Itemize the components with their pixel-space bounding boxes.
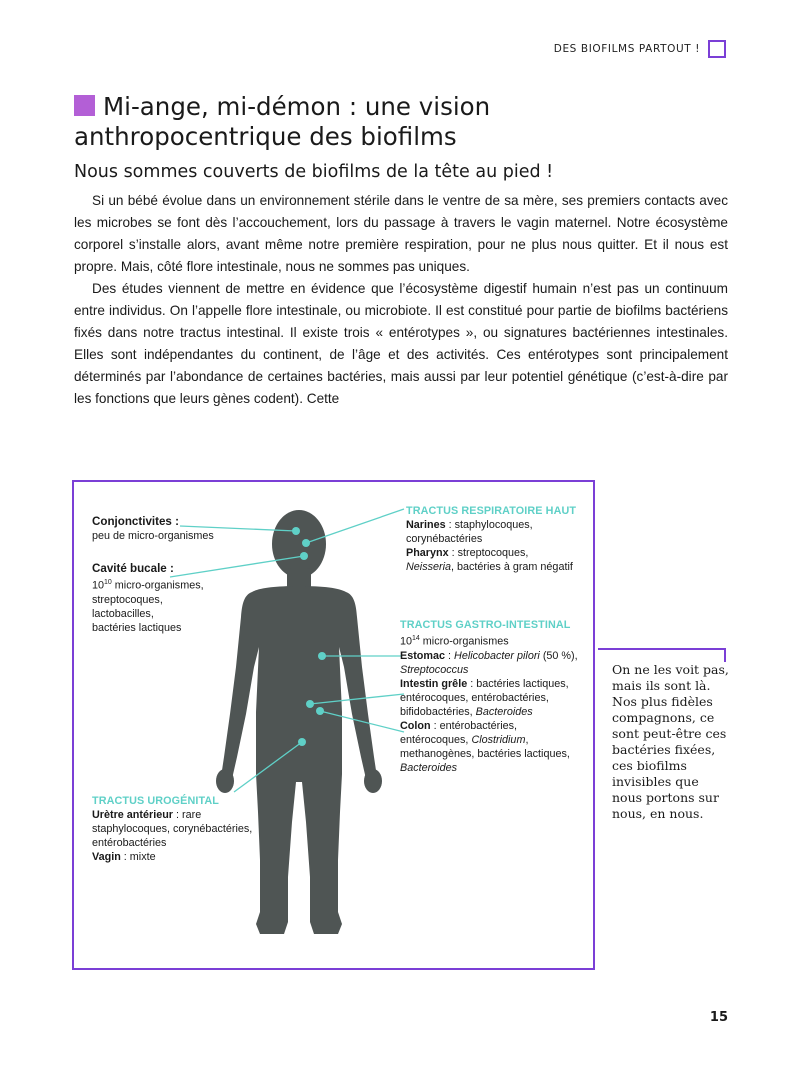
dot-mouth <box>300 552 308 560</box>
dot-nose <box>302 539 310 547</box>
running-head-box <box>708 40 726 58</box>
dot-colon <box>316 707 324 715</box>
page-number: 15 <box>709 1010 728 1025</box>
title-square-icon <box>74 95 95 116</box>
paragraph: Des études viennent de mettre en évidence que l’écosystème digestif humain n’est pas un continuum entre individus. On l’appelle flore intestinale, ou microbiote. Il est constitué pour partie de biofilms bactériens fixés dans notre tractus intestinal. Il existe trois « entérotypes », ou signatures bactériennes intestinales. Elles sont indépendantes du continent, de l’âge et des activités. Ces entérotypes sont principalement déterminés par l’abondance de certaines bactéries, mais aussi par leur potentiel génétique (c’est-à-dire par les fonctions que leurs gènes codent). Cette <box>74 281 728 406</box>
label-conjonctivites: Conjonctivites : peu de micro-organismes <box>92 515 214 542</box>
dot-eye <box>292 527 300 535</box>
body-text <box>74 190 728 410</box>
caption-frame <box>598 648 726 662</box>
section-title <box>74 92 634 152</box>
running-head <box>554 40 726 58</box>
paragraph: Si un bébé évolue dans un environnement stérile dans le ventre de sa mère, ses premiers contacts avec les microbes se font dès l’accouchement, lors du passage à travers le vagin maternel. Notre écosystème corporel s’installe alors, avant même notre première respiration, pour ne plus nous quitter. Et il nous est propre. Mais, côté flore intestinale, nous ne sommes pas uniques. <box>74 193 728 274</box>
label-tractus-urogenital: TRACTUS UROGÉNITAL Urètre antérieur : rare staphylocoques, corynébactéries, entérobactéries Vagin : mixte <box>92 795 253 863</box>
microbiome-figure <box>72 480 595 970</box>
dot-stomach <box>318 652 326 660</box>
figure-caption: On ne les voit pas, mais ils sont là. Nos plus fidèles compagnons, ce sont peut-être ces bactéries fixées, ces biofilms invisibles que nous portons sur nous, en nous. <box>612 662 729 821</box>
running-head-text: DES BIOFILMS PARTOUT ! <box>553 43 700 55</box>
dot-small-intestine <box>306 700 314 708</box>
human-silhouette <box>216 510 382 934</box>
section-title-text: Mi-ange, mi-démon : une vision anthropocentrique des biofilms <box>74 92 491 151</box>
label-cavite-bucale: Cavité bucale : $10^{10}$ micro-organismes, streptocoques, lactobacilles, bactéries lactiques <box>92 562 204 634</box>
dot-urogenital <box>298 738 306 746</box>
label-tractus-gastro: TRACTUS GASTRO-INTESTINAL $10^{14}$ micro-organismes Estomac : Helicobacter pilori (50 %), Streptococcus Intestin grêle : bactéries lactiques, entérocoques, entérobactéries, bifidobactéries, Bacteroides Colon : entérobactéries, entérocoques, Clostridium, methanogènes, bactéries lactiques, Bacteroides <box>400 619 578 774</box>
label-tractus-respiratoire: TRACTUS RESPIRATOIRE HAUT Narines : staphylocoques, corynébactéries Pharynx : streptocoques, Neisseria, bactéries à gram négatif <box>406 505 577 573</box>
subsection-title: Nous sommes couverts de biofilms de la tête au pied ! <box>74 162 554 182</box>
